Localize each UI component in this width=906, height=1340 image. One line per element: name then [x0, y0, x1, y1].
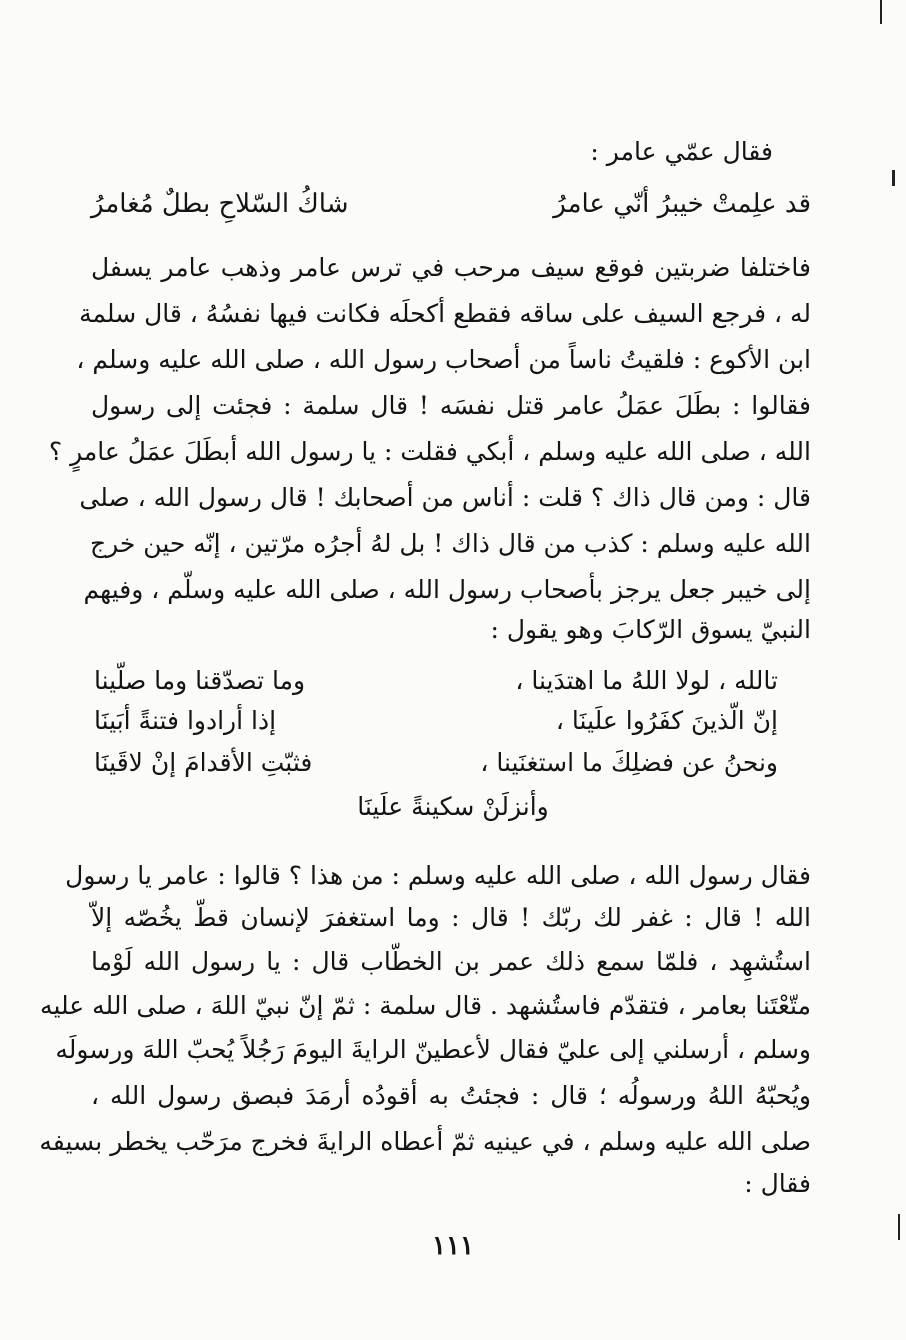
- poem-hemistich: إنّ الّذينَ كفَرُوا علَينَا ،: [555, 706, 778, 735]
- text-line: فقال رسول الله ، صلى الله عليه وسلم : من هذا ؟ قالوا : عامر يا رسول: [65, 861, 811, 890]
- poem-line: [94, 700, 778, 742]
- poem-hemistich: ونحنُ عن فضلِكَ ما استغنَينا ،: [480, 748, 778, 777]
- verse-second-hemistich: شاكُ السّلاحِ بطلٌ مُغامرُ: [91, 189, 349, 219]
- text-line: فاختلفا ضربتين فوقع سيف مرحب في ترس عامر وذهب عامر يسفل: [91, 253, 811, 282]
- text-line: الله عليه وسلم : كذب من قال ذاك ! بل لهُ أجرُه مرّتين ، إنّه حين خرج: [89, 529, 811, 558]
- text-line: ابن الأكوع : فلقيتُ ناساً من أصحاب رسول الله ، صلى الله عليه وسلم ،: [76, 345, 811, 374]
- text-line: صلى الله عليه وسلم ، في عينيه ثمّ أعطاه الرايةَ فخرج مرَحّب يخطر بسيفه: [39, 1127, 811, 1156]
- text-line: ويُحبّهُ اللهُ ورسولُه ؛ قال : فجئتُ به أقودُه أرمَدَ فبصق رسول الله ،: [91, 1081, 811, 1110]
- poem-line: [94, 660, 778, 702]
- verse: [91, 182, 811, 226]
- poem-hemistich: فثبّتِ الأقدامَ إنْ لاقَينَا: [94, 748, 313, 777]
- text-line: إلى خيبر جعل يرجز بأصحاب رسول الله ، صلى الله عليه وسلّم ، وفيهم: [83, 575, 811, 604]
- text-line: له ، فرجع السيف على ساقه فقطع أكحلَه فكانت فيها نفسُهُ ، قال سلمة: [79, 299, 811, 328]
- text-line: قال : ومن قال ذاك ؟ قلت : أناس من أصحابك ! قال رسول الله ، صلى: [79, 483, 811, 512]
- text-line: فقالوا : بطَلَ عمَلُ عامر قتل نفسَه ! قال سلمة : فجئت إلى رسول: [91, 391, 811, 420]
- text-line: استُشهِد ، فلمّا سمع ذلك عمر بن الخطّاب قال : يا رسول الله لَوْما: [91, 947, 811, 976]
- scan-mark: [898, 1214, 900, 1240]
- page-number: ١١١: [432, 1231, 474, 1261]
- text-line: فقال :: [744, 1169, 811, 1198]
- poem-hemistich: تالله ، لولا اللهُ ما اهتدَينا ،: [515, 666, 778, 695]
- poem-hemistich: وما تصدّقنا وما صلّينا: [94, 666, 306, 695]
- text-line: الله ! قال : غفر لك ربّك ! قال : وما استغفرَ لإنسان قطّ يخُصّه إلاّ: [91, 903, 811, 932]
- poem-last-line: وأنزلَنْ سكينةً علَينَا: [357, 792, 549, 821]
- scan-mark: [880, 0, 882, 24]
- header-line: فقال عمّي عامر :: [590, 137, 773, 166]
- scan-mark: [892, 170, 895, 186]
- poem-hemistich: إذا أرادوا فتنةً أبَينَا: [94, 706, 277, 735]
- text-line: وسلم ، أرسلني إلى عليّ فقال لأعطينّ الرايةَ اليومَ رَجُلاً يُحبّ اللهَ ورسولَه: [55, 1035, 811, 1064]
- verse-first-hemistich: قد علِمتْ خيبرُ أنّي عامرُ: [553, 189, 811, 219]
- poem-line: [94, 742, 778, 784]
- text-line: الله ، صلى الله عليه وسلم ، أبكي فقلت : يا رسول الله أبطَلَ عمَلُ عامرٍ ؟: [48, 437, 811, 466]
- text-line: متّعْتَنا بعامر ، فتقدّم فاستُشهد . قال سلمة : ثمّ إنّ نبيّ اللهَ ، صلى الله عليه: [40, 991, 811, 1020]
- text-line: النبيّ يسوق الرّكابَ وهو يقول :: [490, 615, 811, 644]
